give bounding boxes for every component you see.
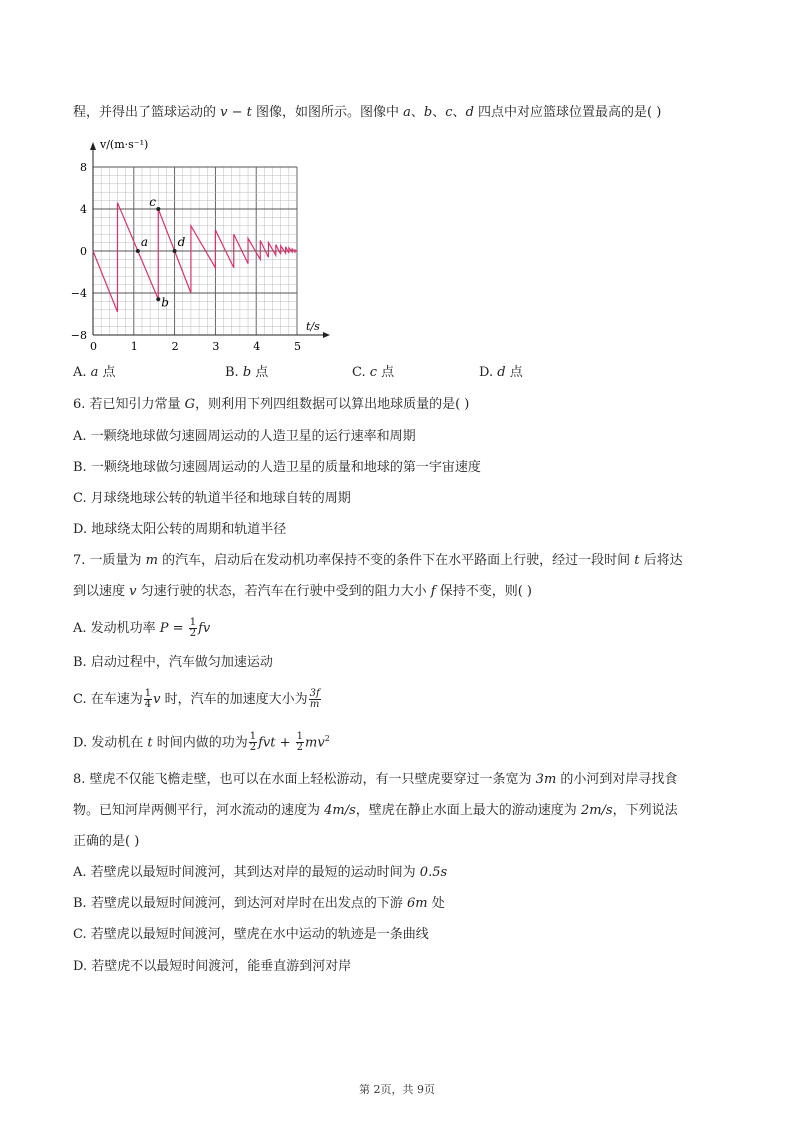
x-tick-label: 4 <box>253 340 261 352</box>
q7-option-c[interactable] <box>73 689 322 710</box>
option-letter: C. <box>352 365 370 380</box>
stem-text: 物。已知河岸两侧平行，河水流动的速度为 <box>73 803 325 818</box>
q7-option-b[interactable]: B. 启动过程中，汽车做匀加速运动 <box>73 655 273 670</box>
x-tick-label: 0 <box>90 340 97 352</box>
option-text: 点 <box>98 365 116 380</box>
math-water-speed: 4m/s <box>324 803 356 818</box>
stem-text: 图像，如图所示。图像中 <box>251 105 404 120</box>
y-tick-label: −4 <box>70 287 87 300</box>
option-var: c <box>369 365 378 380</box>
point-c <box>156 207 160 211</box>
denominator: 2 <box>296 742 304 754</box>
math-width: 3m <box>535 772 557 787</box>
stem-text: 四点中对应篮球位置最高的是( ) <box>473 105 662 120</box>
math-t: t <box>634 553 640 568</box>
vt-chart <box>60 130 340 352</box>
option-text: D. 发动机在 <box>73 735 148 751</box>
question-8-stem-line-2 <box>73 802 678 820</box>
q6-option-c[interactable]: C. 月球绕地球公转的轨道半径和地球自转的周期 <box>73 491 351 506</box>
fraction <box>189 618 197 639</box>
question-8-stem-line-3: 正确的是( ) <box>73 834 140 849</box>
stem-text: 的小河到对岸寻找食 <box>556 772 678 787</box>
y-tick-label: 4 <box>80 203 87 216</box>
question-6-stem <box>73 396 469 414</box>
point-a <box>136 249 140 253</box>
denominator: 2 <box>189 628 197 639</box>
fraction <box>296 732 304 753</box>
separator: 、 <box>410 105 424 120</box>
separator: 、 <box>452 105 466 120</box>
math-gecko-speed: 2m/s <box>580 803 613 818</box>
math-distance: 6m <box>406 896 428 911</box>
q6-option-b[interactable]: B. 一颗绕地球做匀速圆周运动的人造卫星的质量和地球的第一宇宙速度 <box>73 460 481 475</box>
math-b: b <box>423 105 433 120</box>
q7-option-a[interactable] <box>73 618 210 639</box>
option-text: 点 <box>505 365 523 380</box>
chart-axes <box>71 142 330 352</box>
stem-text: ，则利用下列四组数据可以算出地球质量的是( ) <box>195 397 470 412</box>
numerator: 1 <box>189 617 197 628</box>
stem-text: 7. 一质量为 <box>73 553 146 568</box>
stem-text: 后将达 <box>639 553 683 568</box>
x-axis-label: t/s <box>306 320 320 333</box>
option-c[interactable] <box>352 364 394 382</box>
numerator: 1 <box>296 731 304 743</box>
page-footer: 第 2页，共 9页 <box>359 1083 435 1096</box>
question-5-stem <box>73 104 661 122</box>
q8-option-c[interactable]: C. 若壁虎以最短时间渡河，壁虎在水中运动的轨迹是一条曲线 <box>73 927 429 942</box>
math-fvt: fvt <box>258 735 276 751</box>
option-letter: A. <box>73 365 91 380</box>
math-f: f <box>430 584 436 599</box>
option-b[interactable] <box>225 364 268 382</box>
denominator: 4 <box>144 699 152 710</box>
math-g: G <box>184 397 196 412</box>
math-m: m <box>145 553 158 568</box>
q8-option-a[interactable] <box>73 864 447 882</box>
math-v: v <box>129 584 137 599</box>
chart-grid <box>93 167 297 335</box>
q6-option-a[interactable]: A. 一颗绕地球做匀速圆周运动的人造卫星的运行速率和周期 <box>73 429 416 444</box>
math-time: 0.5s <box>419 865 448 880</box>
y-axis-arrow <box>90 142 96 150</box>
math-fv: fv <box>198 621 211 636</box>
option-d[interactable] <box>479 364 523 382</box>
stem-text: 6. 若已知引力常量 <box>73 397 185 412</box>
q6-option-d[interactable]: D. 地球绕太阳公转的周期和轨道半径 <box>73 522 287 537</box>
point-d <box>173 249 177 253</box>
stem-text: ，壁虎在静止水面上最大的游动速度为 <box>355 803 581 818</box>
stem-text: 8. 壁虎不仅能飞檐走壁，也可以在水面上轻松游动，有一只壁虎要穿过一条宽为 <box>73 772 536 787</box>
option-var: b <box>242 365 252 380</box>
stem-text: ，下列说法 <box>612 803 678 818</box>
math-mv: mv <box>305 735 325 751</box>
math-plus: + <box>275 735 295 751</box>
option-text: A. 若壁虎以最短时间渡河，其到达对岸的最短的运动时间为 <box>73 865 420 880</box>
point-b <box>156 297 160 301</box>
math-p: P <box>159 621 169 636</box>
y-tick-label: −8 <box>70 329 87 342</box>
math-vt: v − t <box>220 105 252 120</box>
x-tick-label: 1 <box>130 340 138 352</box>
numerator: 3f <box>309 688 320 699</box>
separator: 、 <box>432 105 446 120</box>
option-var: a <box>90 365 99 380</box>
option-var: d <box>497 365 506 380</box>
x-tick-label: 3 <box>212 340 220 352</box>
q8-option-d[interactable]: D. 若壁虎不以最短时间渡河，能垂直游到河对岸 <box>73 959 352 974</box>
numerator: 1 <box>249 731 257 743</box>
option-letter: B. <box>225 365 243 380</box>
option-text: C. 在车速为 <box>73 692 143 707</box>
math-v: v <box>153 692 161 707</box>
q7-option-d[interactable] <box>73 730 330 753</box>
question-7-stem-line-2 <box>73 583 532 601</box>
chart-points <box>136 195 186 309</box>
math-c: c <box>445 105 453 120</box>
stem-text: 到以速度 <box>73 584 130 599</box>
math-eq: = <box>168 621 188 636</box>
point-label-a: a <box>140 235 149 249</box>
stem-text: 匀速行驶的状态，若汽车在行驶中受到的阻力大小 <box>136 584 431 599</box>
point-label-b: b <box>161 295 169 310</box>
question-8-stem-line-1 <box>73 771 677 789</box>
y-tick-label: 8 <box>80 161 87 174</box>
numerator: 1 <box>144 688 152 699</box>
x-tick-label: 5 <box>294 340 301 352</box>
y-axis-label: v/(m·s⁻¹) <box>100 138 149 151</box>
math-a: a <box>403 105 411 120</box>
option-text: 处 <box>427 896 445 911</box>
denominator: m <box>309 699 320 710</box>
exponent: 2 <box>324 734 330 743</box>
chart-series <box>93 203 297 312</box>
point-label-c: c <box>149 195 157 209</box>
fraction <box>144 689 152 710</box>
stem-text: 保持不变，则( ) <box>435 584 532 599</box>
x-tick-label: 2 <box>171 340 179 352</box>
option-text: 点 <box>377 365 395 380</box>
math-t: t <box>147 735 153 751</box>
x-axis-arrow <box>323 332 330 338</box>
math-d: d <box>465 105 474 120</box>
option-a[interactable] <box>73 364 116 382</box>
fraction <box>249 732 257 753</box>
velocity-line <box>93 203 297 312</box>
y-tick-label: 0 <box>80 245 87 258</box>
stem-text: 的汽车，启动后在发动机功率保持不变的条件下在水平路面上行驶，经过一段时间 <box>158 553 635 568</box>
fraction <box>309 689 321 710</box>
option-text: A. 发动机功率 <box>73 621 160 636</box>
option-text: 时，汽车的加速度大小为 <box>160 692 308 707</box>
point-label-d: d <box>177 235 186 249</box>
option-text: B. 若壁虎以最短时间渡河，到达河对岸时在出发点的下游 <box>73 896 407 911</box>
option-text: 点 <box>251 365 269 380</box>
question-7-stem-line-1 <box>73 552 683 570</box>
option-text: 时间内做的功为 <box>152 735 248 751</box>
denominator: 2 <box>249 742 257 754</box>
stem-text: 程，并得出了篮球运动的 <box>73 105 221 120</box>
q8-option-b[interactable] <box>73 895 445 913</box>
option-letter: D. <box>479 365 498 380</box>
